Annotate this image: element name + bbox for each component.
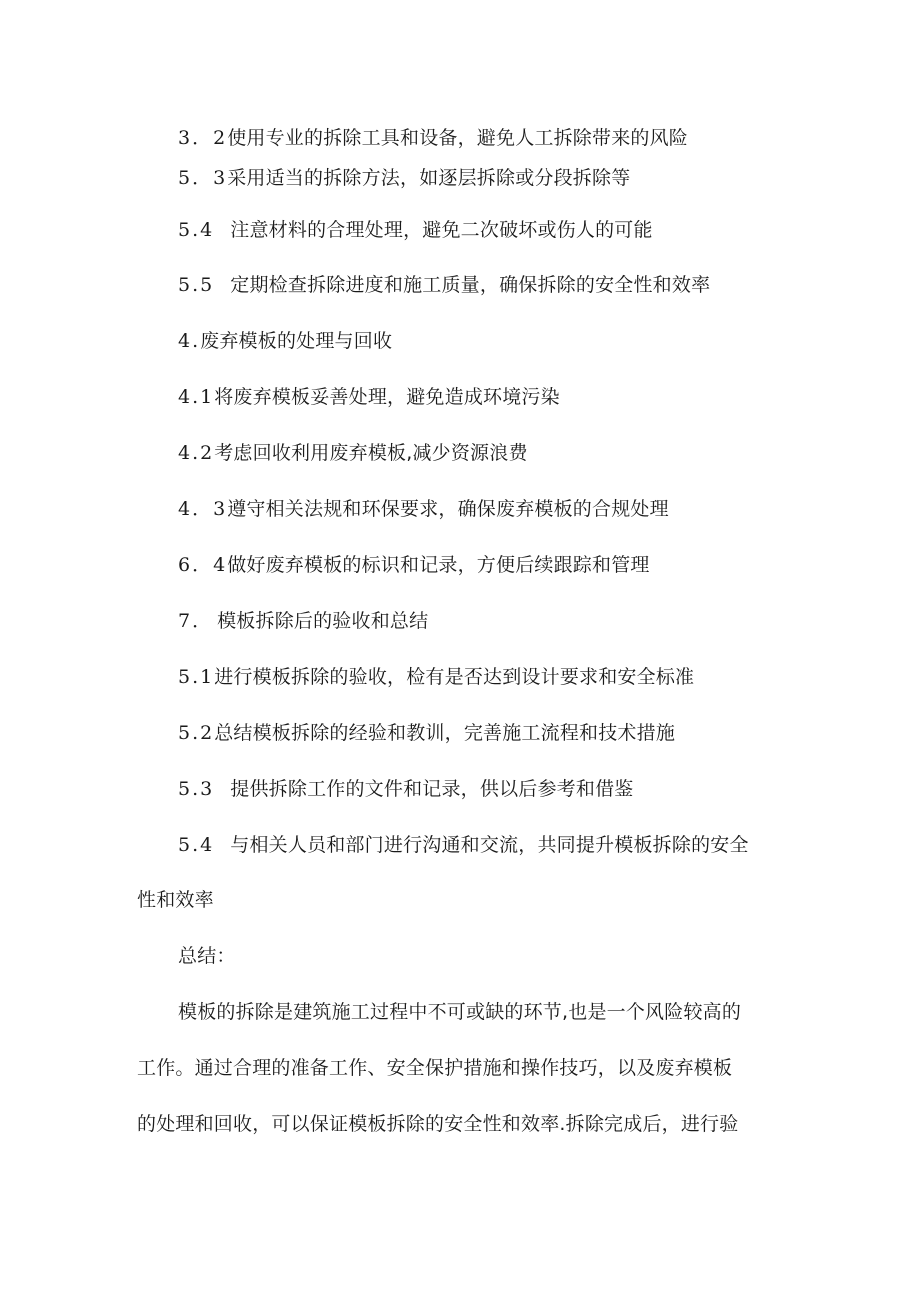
summary-heading: 总结： [178,945,236,967]
list-item [178,385,560,409]
item-text: 进行模板拆除的验收，检有是否达到设计要求和安全标准 [214,666,695,688]
item-text: 定期检查拆除进度和施工质量，确保拆除的安全性和效率 [230,274,711,296]
item-text: 考虑回收利用废弃模板,减少资源浪费 [214,442,528,464]
list-item [178,126,688,150]
item-number: 5．3 [178,167,228,189]
summary-paragraph-line: 模板的拆除是建筑施工过程中不可或缺的环节,也是一个风险较高的 [178,1001,742,1023]
item-number: 7． [178,610,214,632]
list-item [178,777,633,801]
section-heading [178,609,428,633]
item-text: 做好废弃模板的标识和记录，方便后续跟踪和管理 [227,554,650,576]
item-text: 将废弃模板妥善处理，避免造成环境污染 [214,386,560,408]
item-number: 6．4 [178,554,228,576]
list-item [178,497,669,521]
item-number: 4.1 [178,386,215,408]
item-number: 5.3 [178,778,223,800]
list-item [178,553,650,577]
item-text: 模板拆除后的验收和总结 [217,610,429,632]
list-item [178,665,694,689]
item-text: 废弃模板的处理与回收 [200,330,393,352]
list-item [178,833,749,857]
list-item [178,273,710,297]
list-item [178,166,630,190]
item-number: 5.2 [178,722,215,744]
continuation-text: 性和效率 [137,889,214,911]
item-number: 5.5 [178,274,223,296]
summary-paragraph-line: 的处理和回收，可以保证模板拆除的安全性和效率.拆除完成后，进行验 [137,1113,739,1135]
item-text: 与相关人员和部门进行沟通和交流，共同提升模板拆除的安全 [230,834,749,856]
item-text: 使用专业的拆除工具和设备，避免人工拆除带来的风险 [227,127,688,149]
item-text: 遵守相关法规和环保要求，确保废弃模板的合规处理 [227,498,669,520]
item-text: 采用适当的拆除方法，如逐层拆除或分段拆除等 [227,167,631,189]
item-number: 3．2 [178,127,228,149]
item-number: 4.2 [178,442,215,464]
list-item [178,721,675,745]
item-text: 注意材料的合理处理，避免二次破坏或伤人的可能 [230,219,653,241]
list-item [178,441,528,465]
item-number: 5.4 [178,834,223,856]
item-text: 提供拆除工作的文件和记录，供以后参考和借鉴 [230,778,634,800]
item-text: 总结模板拆除的经验和教训，完善施工流程和技术措施 [214,722,676,744]
item-number: 4．3 [178,498,228,520]
item-number: 5.4 [178,219,223,241]
list-item [178,218,653,242]
section-heading [178,329,392,353]
item-number: 5.1 [178,666,215,688]
item-number: 4. [178,330,201,352]
summary-paragraph-line: 工作。通过合理的准备工作、安全保护措施和操作技巧，以及废弃模板 [137,1057,733,1079]
